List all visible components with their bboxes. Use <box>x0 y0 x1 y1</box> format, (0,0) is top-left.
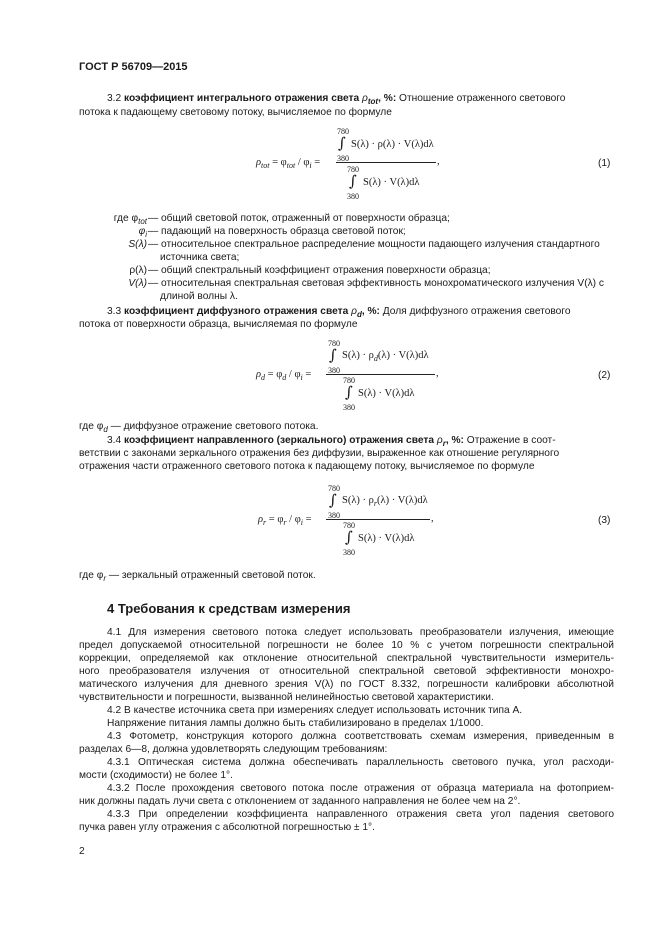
fraction-bar <box>326 374 435 375</box>
formula-comma: , <box>436 368 439 379</box>
formula-1-lower-limit: 380 <box>337 154 349 163</box>
formula-2-lower-limit: 380 <box>328 366 340 375</box>
clause-4-3-1-line: мости (сходимости) не более 1°. <box>79 770 233 781</box>
formula-3-lower-limit-den: 380 <box>343 548 355 557</box>
formula-1-lower-limit-den: 380 <box>347 192 359 201</box>
def-text-s-lambda: — относительное спектральное распределение мощности падающего излучения стандартного <box>148 239 600 250</box>
formula-2-numerator: $S(\lambda) \cdot \rho_d(\lambda) \cdot V(\lambda)d\lambda$ <box>342 350 429 364</box>
def-text-phi-tot: — общий световой поток, отраженный от поверхности образца; <box>148 213 450 224</box>
clause-4-3-line: разделах 6—8, должна удовлетворять следующим требованиям: <box>79 744 388 755</box>
formula-3-lower-limit: 380 <box>328 511 340 520</box>
def-symbol-rho-lambda: ρ(λ) <box>129 265 147 276</box>
formula-comma: , <box>437 156 440 167</box>
clause-4-3-2-line: 4.3.2 После прохождения светового потока после отражения от образца материала на фотоприем- <box>107 783 614 794</box>
clause-4-3-2-line: ник должны падать лучи света с отклонением от заданного направления не более чем на 2°. <box>79 796 521 807</box>
formula-3-lhs: $\rho_r = \varphi_r / \varphi_i$ = <box>258 514 312 528</box>
def-phi-r: где $\varphi_r$ — зеркальный отраженный световой поток. <box>79 570 316 584</box>
clause-3-3-line2: потока от поверхности образца, вычисляемая по формуле <box>79 319 358 330</box>
formula-3-upper-limit-den: 780 <box>343 521 355 530</box>
equation-number-2: (2) <box>598 370 611 381</box>
clause-4-3-3-line: 4.3.3 При определении коэффициента направленного отражения света угол падения светового <box>107 809 614 820</box>
formula-2-lhs: $\rho_d = \varphi_d / \varphi_i$ = <box>256 369 312 383</box>
formula-3-upper-limit: 780 <box>328 484 340 493</box>
clause-4-1-line: коррекции, определяемой как отклонение относительной спектральной чувствительности измеритель- <box>79 653 614 664</box>
clause-3-2-line1: 3.2 коэффициент интегрального отражения света $\rho_{tot}$, %: Отношение отраженного светового <box>107 93 566 107</box>
fraction-bar <box>336 162 436 163</box>
clause-4-1-line: ного преобразователя излучения от относительной спектральной световой эффективности монохро- <box>79 666 614 677</box>
formula-2-denominator: S(λ) · V(λ)dλ <box>358 388 415 399</box>
integral-sign: ∫ <box>345 383 353 401</box>
clause-4-2-line: 4.2 В качестве источника света при измерениях следует использовать источник типа А. <box>107 705 523 716</box>
formula-1-upper-limit-den: 780 <box>347 165 359 174</box>
formula-3-denominator: S(λ) · V(λ)dλ <box>358 533 415 544</box>
formula-2-lower-limit-den: 380 <box>343 403 355 412</box>
clause-4-1-line: чувствительности и погрешности, вызванной нелинейностью световой характеристики. <box>79 692 494 703</box>
section-4-heading: 4 Требования к средствам измерения <box>107 601 351 616</box>
integral-sign: ∫ <box>345 528 353 546</box>
clause-4-2-line: Напряжение питания лампы должно быть стабилизировано в пределах 1/1000. <box>107 718 484 729</box>
def-symbol-phi-i: $\varphi_i$ <box>138 226 147 240</box>
formula-3-numerator: $S(\lambda) \cdot \rho_r(\lambda) \cdot V(\lambda)d\lambda$ <box>342 495 428 509</box>
clause-4-1-line: предел допускаемой относительной погрешности не более 10 % с учетом погрешности спектральной <box>79 640 614 651</box>
clause-3-4-line3: отражения части отраженного светового потока к падающему потоку, вычисляемое по формуле <box>79 461 535 472</box>
integral-sign: ∫ <box>349 172 357 190</box>
integral-sign: ∫ <box>338 134 346 152</box>
formula-1-upper-limit: 780 <box>337 127 349 136</box>
def-text-v-lambda: — относительная спектральная световая эффективность монохроматического излучения V(λ) с <box>148 278 604 289</box>
fraction-bar <box>326 519 430 520</box>
formula-1-denominator: S(λ) · V(λ)dλ <box>363 177 420 188</box>
def-symbol-s-lambda: S(λ) <box>128 239 147 250</box>
def-phi-d: где $\varphi_d$ — диффузное отражение светового потока. <box>79 421 319 435</box>
formula-2-upper-limit: 780 <box>328 339 340 348</box>
formula-1-numerator: S(λ) · ρ(λ) · V(λ)dλ <box>351 139 434 150</box>
page-number: 2 <box>79 846 85 857</box>
def-text-v-lambda-cont: длиной волны λ. <box>160 291 238 302</box>
clause-3-3-line1: 3.3 коэффициент диффузного отражения света $\rho_d$, %: Доля диффузного отражения светового <box>107 306 571 320</box>
integral-sign: ∫ <box>329 346 337 364</box>
clause-4-3-3-line: пучка равен углу отражения с абсолютной погрешностью ± 1°. <box>79 822 375 833</box>
formula-2-upper-limit-den: 780 <box>343 376 355 385</box>
equation-number-3: (3) <box>598 515 611 526</box>
clause-4-3-line: 4.3 Фотометр, конструкция которого должна соответствовать схемам измерения, приведенным в <box>107 731 614 742</box>
def-symbol-phi-tot: где $\varphi_{tot}$ <box>113 213 147 227</box>
clause-4-1-line: матического излучения для дневного зрения V(λ) по ГОСТ 8.332, погрешности калибровки абсолютной <box>79 679 614 690</box>
def-text-phi-i: — падающий на поверхность образца световой поток; <box>148 226 406 237</box>
def-text-rho-lambda: — общий спектральный коэффициент отражения поверхности образца; <box>148 265 491 276</box>
clause-3-4-line1: 3.4 коэффициент направленного (зеркального) отражения света $\rho_r$, %: Отражение в соот- <box>107 435 556 449</box>
def-text-s-lambda-cont: источника света; <box>160 252 240 263</box>
formula-comma: , <box>431 513 434 524</box>
clause-3-4-line2: ветствии с законами зеркального отражения без диффузии, выраженное как отношение регулярного <box>79 448 560 459</box>
clause-4-1-line: 4.1 Для измерения светового потока следует использовать преобразователи излучения, имеющие <box>107 627 614 638</box>
clause-4-3-1-line: 4.3.1 Оптическая система должна обеспечивать параллельность светового пучка, угол расходи- <box>107 757 614 768</box>
document-code-header: ГОСТ Р 56709—2015 <box>79 61 188 73</box>
equation-number-1: (1) <box>598 158 611 169</box>
integral-sign: ∫ <box>329 491 337 509</box>
clause-3-2-line2: потока к падающему световому потоку, вычисляемое по формуле <box>79 107 392 118</box>
def-symbol-v-lambda: V(λ) <box>128 278 147 289</box>
formula-1-lhs: $\rho_{tot} = \varphi_{tot} / \varphi_i$ = <box>256 157 321 171</box>
